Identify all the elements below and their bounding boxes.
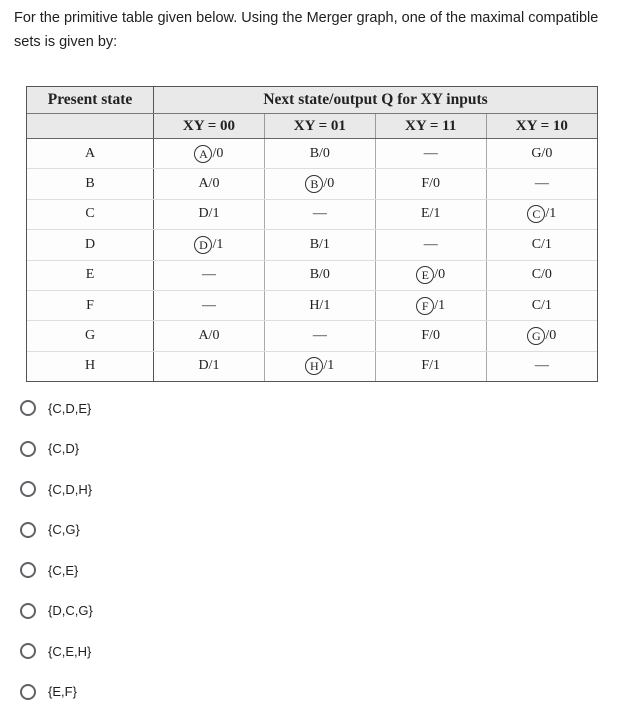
present-state-cell: H [27, 351, 154, 381]
table-row [27, 351, 597, 381]
table-row [27, 199, 597, 229]
stable-state-circle: D [194, 236, 212, 254]
next-state-cell: — [264, 321, 375, 351]
next-state-cell: B/1 [264, 230, 375, 260]
answer-option[interactable] [20, 475, 92, 503]
next-state-cell: — [375, 139, 486, 169]
radio-button[interactable] [20, 481, 36, 497]
next-state-cell [264, 169, 375, 199]
option-label: {C,G} [48, 522, 80, 537]
answer-option[interactable] [20, 516, 80, 544]
option-label: {C,D,E} [48, 400, 92, 416]
primitive-flow-table [26, 86, 598, 382]
present-state-cell: G [27, 321, 154, 351]
next-state-cell: — [264, 199, 375, 229]
next-state-cell: — [486, 169, 597, 199]
next-state-cell [154, 139, 265, 169]
next-state-cell [486, 199, 597, 229]
radio-button[interactable] [20, 684, 36, 700]
output-value: /0 [323, 176, 335, 192]
next-state-cell: A/0 [154, 321, 265, 351]
next-state-cell: C/1 [486, 290, 597, 320]
output-value: /1 [323, 358, 335, 374]
output-value: /1 [434, 297, 446, 313]
next-state-cell: H/1 [264, 290, 375, 320]
present-state-cell: A [27, 139, 154, 169]
column-header: XY = 11 [375, 114, 486, 139]
next-state-cell: — [375, 230, 486, 260]
option-label: {C,E,H} [48, 643, 92, 659]
next-state-cell: — [534, 358, 549, 374]
column-header: XY = 01 [264, 114, 375, 139]
answer-option[interactable] [20, 556, 78, 584]
present-state-cell: C [27, 199, 154, 229]
next-state-cell [375, 290, 486, 320]
present-state-cell: E [27, 260, 154, 290]
present-state-subheader [27, 114, 154, 139]
option-label: {C,D,H} [48, 481, 93, 497]
present-state-header: Present state [27, 87, 154, 114]
radio-button[interactable] [20, 441, 36, 457]
answer-option[interactable] [20, 394, 91, 422]
table-row [27, 139, 597, 169]
next-state-header: Next state/output Q for XY inputs [154, 87, 598, 114]
radio-button[interactable] [20, 562, 36, 578]
present-state-cell: B [27, 169, 154, 199]
radio-button[interactable] [20, 400, 36, 416]
answer-option[interactable] [20, 597, 93, 625]
next-state-cell: G/0 [486, 139, 597, 169]
column-header: XY = 10 [486, 114, 597, 139]
next-state-cell [486, 321, 597, 351]
next-state-cell: — [154, 290, 265, 320]
next-state-cell [375, 260, 486, 290]
answer-option[interactable] [20, 637, 91, 665]
column-header: XY = 00 [154, 114, 265, 139]
next-state-cell: B/0 [264, 260, 375, 290]
stable-state-circle: A [194, 145, 212, 163]
stable-state-circle: C [527, 205, 545, 223]
option-label: {D,C,G} [48, 603, 93, 618]
next-state-cell [264, 351, 375, 381]
present-state-cell: F [27, 290, 154, 320]
radio-button[interactable] [20, 522, 36, 538]
next-state-cell [154, 230, 265, 260]
table-row [27, 290, 597, 320]
present-state-cell: D [27, 230, 154, 260]
option-label: {C,D} [48, 441, 80, 456]
radio-button[interactable] [20, 603, 36, 619]
next-state-cell: F/1 [375, 351, 486, 381]
stable-state-circle: B [305, 175, 323, 193]
table-row [27, 321, 597, 351]
output-value: /1 [545, 206, 557, 222]
stable-state-circle: H [305, 357, 323, 375]
next-state-cell: C/0 [486, 260, 597, 290]
next-state-cell: E/1 [375, 199, 486, 229]
stable-state-circle: G [527, 327, 545, 345]
next-state-cell: D/1 [154, 199, 265, 229]
option-label: {E,F} [48, 684, 77, 699]
table-row [27, 260, 597, 290]
output-value: /0 [545, 328, 557, 344]
output-value: /1 [212, 237, 224, 253]
output-value: /0 [212, 145, 224, 161]
answer-option[interactable] [20, 678, 77, 706]
answer-option[interactable] [20, 435, 79, 463]
next-state-cell: F/0 [375, 321, 486, 351]
next-state-cell: D/1 [154, 351, 265, 381]
table-row [27, 230, 597, 260]
next-state-cell: — [154, 260, 265, 290]
next-state-cell: A/0 [154, 169, 265, 199]
next-state-cell: C/1 [486, 230, 597, 260]
stable-state-circle: F [416, 297, 434, 315]
next-state-cell: F/0 [375, 169, 486, 199]
table-row [27, 169, 597, 199]
question-text: For the primitive table given below. Using the Merger graph, one of the maximal compatible sets is given by: [14, 10, 599, 50]
stable-state-circle: E [416, 266, 434, 284]
radio-button[interactable] [20, 643, 36, 659]
output-value: /0 [434, 267, 446, 283]
next-state-cell: B/0 [264, 139, 375, 169]
option-label: {C,E} [48, 562, 79, 578]
